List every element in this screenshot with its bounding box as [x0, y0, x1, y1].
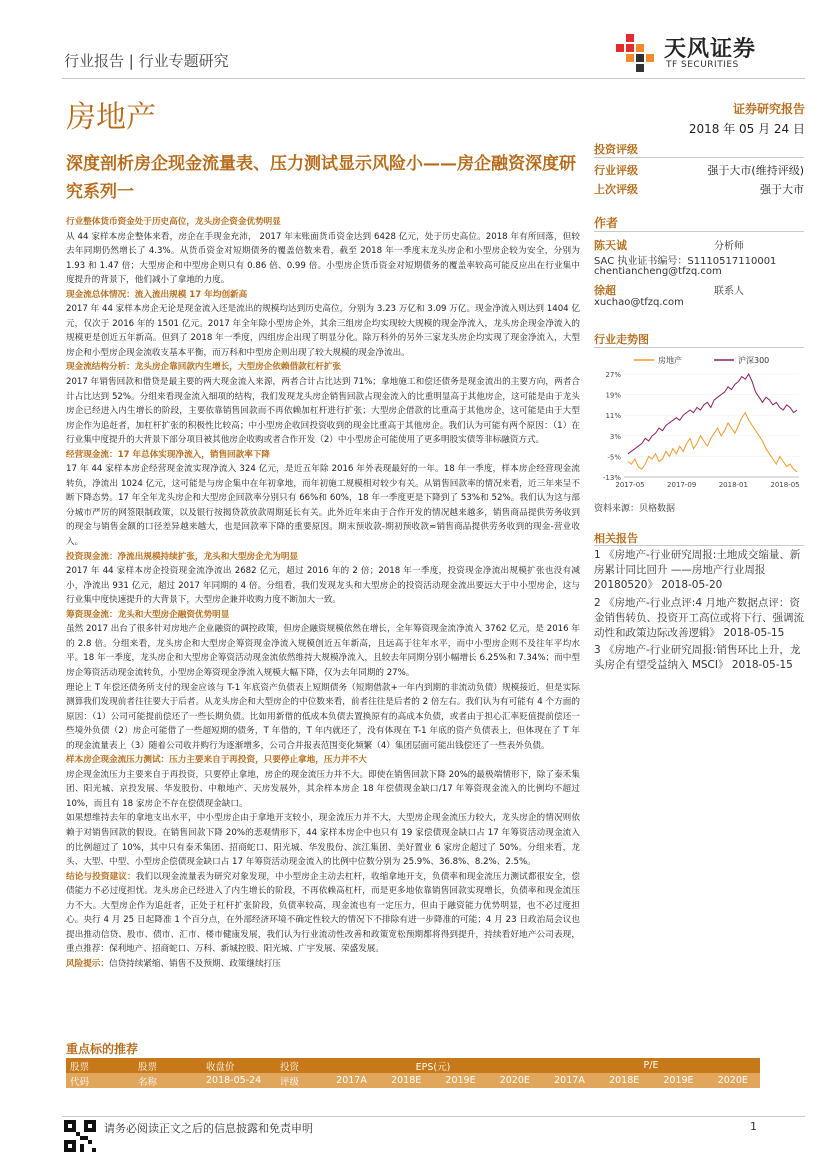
table-cell: 2020E	[706, 1073, 760, 1088]
related-report-1[interactable]: 1 《房地产-行业研究周报:土地成交缩量、新房累计同比回升 ——房地产行业周报 20180520》 2018-05-20	[594, 549, 801, 592]
paragraph-text: 信贷持续紧缩、销售不及预期、政策继续打压	[108, 958, 281, 969]
doc-type: 行业报告 | 行业专题研究	[64, 52, 229, 70]
author1-sac: SAC 执业证书编号：S1110517110001	[594, 256, 777, 267]
y-tick-label: -13%	[602, 474, 621, 482]
body-paragraph	[66, 302, 580, 360]
paragraph-text: 2017 年 44 家样本房企无论是现金流入还是流出的规模均达到历史高位，分别为 3.23 万亿和 3.09 万亿。现金净流入则达到 1404 亿元，仅次于 2016 年的 1501 亿元。2017 年全年除小型房企外，其余三组房企均实现较大规模的现金净流入，龙头房企现金净流入的规模更是创近五年新高。但到了 2018 年一季度，四组房企出现了明显分化。除万科外的另外三家龙头房企均实现了现金净流入，大型房企和小型房企现金流收支基本平衡，而万科和中型房企则出现了较大规模的现金净流出。	[66, 304, 580, 358]
table-cell: 2019E	[651, 1073, 705, 1088]
body-paragraph	[66, 681, 580, 754]
author1-email[interactable]: chentiancheng@tfzq.com	[594, 266, 722, 277]
report-date: 2018 年 05 月 24 日	[688, 122, 805, 136]
body-paragraph	[66, 550, 580, 565]
paragraph-heading: 经营现金流：17 年总体实现净流入，销售回款率下降	[66, 449, 271, 460]
paragraph-heading: 行业整体货币资金处于历史高位，龙头房企资金优势明显	[66, 217, 281, 227]
body-paragraph	[66, 753, 580, 768]
body-paragraph	[66, 564, 580, 608]
last-rating	[594, 181, 804, 197]
y-tick-label: 19%	[605, 391, 621, 400]
table-cell: P/E	[542, 1058, 760, 1073]
paragraph-heading: 风险提示：	[66, 958, 109, 969]
paragraph-text: 房企现金流压力主要来自于再投资，只要停止拿地，房企的现金流压力并不大。即使在销售回款下降 20%的最极端情形下，除了泰禾集团、阳光城、京投发展、华发股份、中粮地产、天房发展外，其余样本房企 18 年偿债现金缺口/17 年筹资现金流入的比例均不超过 10%，而且有 18 家房企不存在偿债现金缺口。	[66, 769, 580, 809]
footer-divider	[62, 1116, 805, 1117]
x-tick-label: 2018-01	[718, 481, 748, 489]
last-rating-value: 强于大市	[760, 183, 804, 196]
page-number: 1	[750, 1120, 757, 1133]
table-cell: 代码	[66, 1073, 134, 1088]
table-cell: 投资	[276, 1058, 324, 1073]
author2-name: 徐超	[594, 284, 616, 297]
authors-divider	[594, 231, 804, 232]
paragraph-text: 2017 年销售回款和借贷是最主要的两大现金流入来源，两者合计占比达到 71%；拿地施工和偿还债务是现金流出的主要方向，两者合计占比达到 52%。分组来看现金流入细项的结构，我们发现龙头房企销售回款占现金流入的比重明显高于其他房企，这可能是由于龙头房企已经进入内生增长的阶段，主要依靠销售回款而不再依赖加杠杆进行扩张；大型房企借款的比重高于其他房企，这可能是由于大型房企作为追赶者，加杠杆扩张的积极性比较高；中小型房企收回投资收到的现金比重高于其他房企。我们认为可能有两个原因：（1）在行业集中度提升的大背景下部分项目被其他房企收购或者合作开发（2）中小型房企可能使用了更多明股实债等非标融资方式。	[66, 377, 580, 446]
author2	[594, 282, 744, 298]
table-cell: 收盘价	[202, 1058, 276, 1073]
paragraph-text: 我们以现金流量表为研究对象发现，中小型房企主动去杠杆，收缩拿地开支，负债率和现金流压力测试都很安全，偿债能力不必过度担忧。龙头房企已经进入了内生增长的阶段，不再依赖高杠杆，而是更多地依靠销售回款实现增长，负债率和现金流压力不大。大型房企作为追赶者，正处于杠杆扩张阶段，负债率较高，现金流也有一定压力，但由于融资能力优势明显，也不必过度担心。央行 4 月 25 日起降准 1 个百分点，在外部经济环境不确定性较大的情况下不排除有进一步降准的可能；4 月 23 日政治局会议也提出推动信贷、股市、债市、汇市、楼市健康发展，我们认为行业流动性改善和政策宽松预期都将得到提升，持续看好地产公司表现，重点推荐：保利地产、招商蛇口、万科、新城控股、阳光城、广宇发展、荣盛发展。	[66, 871, 580, 955]
paragraph-text: 2017 年 44 家样本房企投资现金流净流出 2682 亿元，超过 2016 年的 2 倍；2018 年一季度，投资现金净流出规模扩张也没有减小，净流出 931 亿元，超过 2017 年同期的 4 倍。分组看，我们发现龙头和大型房企的投资活动现金流出要远大于中小型房企，这与行业集中度快速提升的大背景下，大型房企兼并收购力度不断加大一致。	[66, 566, 580, 606]
series-line-2	[628, 374, 797, 454]
report-label: 证券研究报告	[732, 102, 805, 116]
related-divider	[594, 545, 804, 546]
sector-title: 房地产	[66, 100, 156, 135]
table-cell: 股票	[66, 1058, 134, 1073]
logo-text-cn: 天风证券	[664, 37, 757, 62]
report-title: 深度剖析房企现金流量表、压力测试显示风险小——房企融资深度研究系列一	[66, 154, 576, 202]
body-paragraph	[66, 230, 580, 288]
company-logo	[612, 30, 812, 74]
related-reports	[594, 548, 808, 674]
y-tick-label: 11%	[605, 412, 621, 421]
stock-table	[66, 1058, 760, 1088]
logo-text-en: TF SECURITIES	[666, 60, 739, 70]
body-paragraph	[66, 957, 580, 972]
paragraph-text: 17 年 44 家样本房企经营现金流实现净流入 324 亿元，是近五年除 2016 年外表现最好的一年。18 年一季度，样本房企经营现金流转负，净流出 1024 亿元，这可能是与房企集中在年初拿地，而年初施工规模相对较少有关。从销售回款率的情况来看，近三年来呈不断下降态势。17 年全年龙头房企和大型房企回款率分别只有 66%和 60%，18 年一季度更是下降到了 53%和 52%。我们认为这与部分城市严厉的网签限制政策，以及银行按揭贷款放款周期延长有关。此外近年来由于合作开发的情况越来越多，销售商品提供劳务收到的现金与销售金额的口径差异越来越大，也是回款率下降的重要原因。期末预收款-期初预收款≈销售商品提供劳务收到的现金-营业收入。	[66, 464, 580, 548]
table-cell: 2019E	[433, 1073, 487, 1088]
table-cell: 2018E	[379, 1073, 433, 1088]
body-paragraph	[66, 360, 580, 375]
x-tick-label: 2018-05	[770, 481, 800, 489]
paragraph-heading: 结论与投资建议：	[66, 871, 136, 882]
paragraph-heading: 现金流总体情况：流入流出规模 17 年均创新高	[66, 289, 248, 300]
author1-name: 陈天诚	[594, 239, 627, 252]
paragraph-heading: 筹资现金流：龙头和大型房企融资优势明显	[66, 609, 230, 620]
rating-heading: 投资评级	[594, 143, 638, 156]
trend-divider	[594, 347, 804, 348]
logo-mark-icon	[612, 30, 660, 74]
body-paragraph	[66, 375, 580, 448]
industry-rating	[594, 162, 804, 178]
y-tick-label: 27%	[605, 371, 621, 379]
related-report-3[interactable]: 3 《房地产-行业研究周报:销售环比上升，龙头房企有望受益纳入 MSCI》 2018-05-15	[594, 644, 801, 672]
industry-trend-chart	[594, 352, 809, 492]
trend-heading: 行业走势图	[594, 333, 649, 346]
body-paragraph	[66, 622, 580, 680]
header-divider	[62, 78, 805, 79]
x-tick-label: 2017-09	[667, 481, 697, 489]
legend-label: 房地产	[658, 356, 682, 365]
body-paragraph	[66, 870, 580, 957]
paragraph-text: 从 44 家样本房企整体来看，房企在手现金充沛， 2017 年末账面货币资金达到 6428 亿元，处于历史高位。2018 年有所回落，但较去年同期仍然增长了 4.3%。从货币资金对短期债务的覆盖倍数来看，截至 2018 年一季度末龙头房企和小型房企较为安全，分别为 1.93 和 1.47 倍；大型房企和中型房企则只有 0.86 倍、0.99 倍。小型房企货币资金对短期债务的覆盖率较高可能反应出在行业集中度提升的背景下，他们减小了拿地的力度。	[66, 231, 580, 286]
body-paragraph	[66, 608, 580, 623]
related-report-2[interactable]: 2 《房地产-行业点评:4 月地产数据点评：资金销售转负、投资开工高位或将下行、强调流动性和政策边际改善逻辑》 2018-05-15	[594, 596, 804, 640]
x-tick-label: 2017-05	[615, 481, 645, 489]
last-rating-label: 上次评级	[594, 183, 638, 196]
author2-role: 联系人	[714, 286, 744, 297]
y-tick-label: 3%	[609, 432, 621, 441]
paragraph-text: 如果想维持去年的拿地支出水平，中小型房企由于拿地开支较小，现金流压力并不大，大型房企现金流压力较大，龙头房企的情况则依赖于对销售回款的假设。在销售回款下降 20%的悲观情形下，44 家样本房企中也只有 19 家偿债现金缺口占 17 年筹资活动现金流入的比例超过了 10%，其中只有泰禾集团、招商蛇口、阳光城、华发股份、滨江集团、美好置业 6 家房企超过了 50%。分组来看，龙头、大型、中型、小型房企偿债现金缺口占 17 年筹资活动现金流入的比例中位数分别为 25.9%、36.8%、8.2%、2.5%。	[66, 813, 580, 868]
series-line-1	[628, 413, 797, 472]
table-cell: EPS(元)	[324, 1058, 542, 1073]
body-paragraph	[66, 215, 580, 230]
paragraph-text: 理论上 T 年偿还债务所支付的现金应该与 T-1 年底资产负债表上短期债务（短期借款+一年内到期的非流动负债）规模接近，但是实际测算我们发现前者往往要大于后者。从龙头房企和大型房企的中位数来看，前者往往是后者的 2 倍左右。我们认为有可能有 4 个方面的原因：（1）公司可能提前偿还了一些长期负债。比如用新借的低成本负债去置换原有的高成本负债，或者由于担心汇率贬值提前偿还一些境外负债（2）房企可能借了一些超短期的债务，T 年借的，T 年内就还了，没有体现在 T-1 年底的资产负债表上，但体现在了 T 年的现金流量表上（3）随着公司收并购行为逐渐增多，公司合并报表范围变化频繁（4）集团层面可能出钱偿还了一些表外负债。	[66, 682, 580, 751]
body-paragraph	[66, 448, 580, 463]
table-header-row-2	[66, 1073, 760, 1088]
paragraph-heading: 现金流结构分析：龙头房企靠回款内生增长，大型房企依赖借款杠杆扩张	[66, 362, 342, 373]
paragraph-text: 虽然 2017 出台了很多针对房地产企业融资的调控政策，但房企融资规模依然在增长，全年筹资现金流净流入 3762 亿元，是 2016 年的 2.8 倍。分组来看，龙头房企和大型房企筹资现金净流入规模创近五年新高，且远高于往年水平，而中小型房企则不及往年平均水平。18 年一季度，龙头房企和大型房企筹资活动现金流依然维持大规模净流入，且较去年同期分别小幅增长 6.25%和 7.34%；而中型房企筹资活动现金流转负，小型房企筹资现金净流入规模大幅下降，仅为去年同期的 27%。	[66, 624, 580, 678]
authors-heading: 作者	[594, 216, 619, 230]
body-paragraph	[66, 288, 580, 303]
disclaimer: 请务必阅读正文之后的信息披露和免责申明	[104, 1122, 313, 1135]
table-cell: 2017A	[542, 1073, 597, 1088]
table-cell: 2018-05-24	[202, 1073, 276, 1088]
table-cell: 2018E	[597, 1073, 651, 1088]
legend-label: 沪深300	[738, 356, 770, 365]
industry-rating-value: 强于大市(维持评级)	[707, 164, 804, 177]
paragraph-heading: 样本房企现金流压力测试：压力主要来自于再投资，只要停止拿地，压力并不大	[66, 755, 367, 766]
table-cell: 评级	[276, 1073, 324, 1088]
author1-role: 分析师	[714, 241, 744, 252]
paragraph-heading: 投资现金流：净流出规模持续扩张，龙头和大型房企尤为明显	[66, 551, 299, 562]
industry-rating-label: 行业评级	[594, 164, 638, 177]
body-paragraph	[66, 462, 580, 549]
main-body	[66, 215, 580, 971]
y-tick-label: -5%	[607, 453, 621, 462]
chart-source: 资料来源：贝格数据	[594, 504, 676, 514]
author2-email[interactable]: xuchao@tfzq.com	[594, 297, 684, 308]
table-header-row-1	[66, 1058, 760, 1073]
body-paragraph	[66, 811, 580, 869]
body-paragraph	[66, 768, 580, 812]
related-heading: 相关报告	[594, 532, 638, 545]
table-cell: 2020E	[488, 1073, 542, 1088]
author1	[594, 237, 744, 253]
rating-divider	[594, 157, 804, 158]
qr-code-icon	[64, 1120, 96, 1152]
table-title: 重点标的推荐	[66, 1042, 139, 1056]
table-cell: 2017A	[324, 1073, 379, 1088]
table-cell: 名称	[134, 1073, 202, 1088]
table-cell: 股票	[134, 1058, 202, 1073]
